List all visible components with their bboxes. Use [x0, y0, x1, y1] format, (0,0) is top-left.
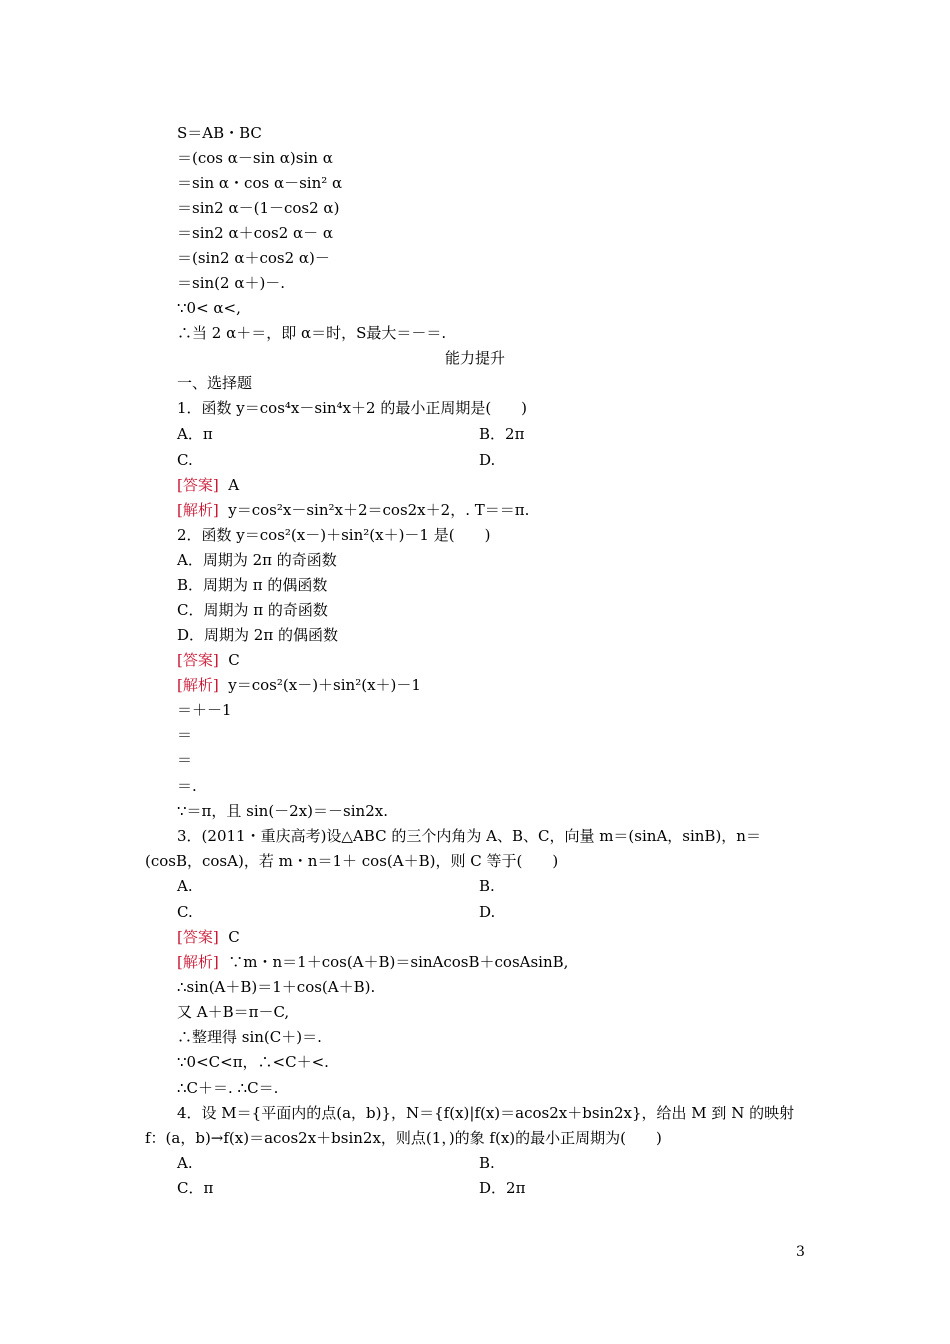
q3-option-d: D. — [479, 903, 496, 921]
subsection-title: 一、选择题 — [177, 374, 253, 392]
q4-option-c: C．π — [177, 1179, 214, 1197]
q3-analysis — [177, 952, 568, 972]
q3-option-b: B. — [479, 877, 495, 895]
q2-step: ＝＋－1 — [177, 701, 232, 719]
analysis-tag: [解析] — [177, 501, 219, 519]
q3-answer — [177, 927, 240, 947]
derivation-line: ＝(sin2 α＋cos2 α)－ — [177, 249, 330, 267]
q3-step: ∴sin(A＋B)＝1＋cos(A＋B). — [177, 978, 376, 996]
q2-step: ＝ — [177, 751, 193, 769]
q2-analysis — [177, 675, 421, 695]
answer-tag: [答案] — [177, 928, 219, 946]
q2-stem: 2．函数 y＝cos²(x－)＋sin²(x＋)－1 是( ) — [177, 526, 491, 544]
q3-step: 又 A＋B＝π－C, — [177, 1003, 290, 1021]
analysis-text: y＝cos²(x－)＋sin²(x＋)－1 — [228, 676, 421, 694]
derivation-line: ＝sin2 α＋cos2 α－ α — [177, 224, 334, 242]
derivation-line: ＝(cos α－sin α)sin α — [177, 149, 333, 167]
q1-option-c: C. — [177, 451, 193, 469]
q1-answer — [177, 475, 239, 495]
q2-option-a: A．周期为 2π 的奇函数 — [177, 551, 337, 569]
q1-analysis — [177, 500, 529, 520]
analysis-tag: [解析] — [177, 953, 219, 971]
q2-answer — [177, 650, 240, 670]
q1-option-d: D. — [479, 451, 496, 469]
analysis-text: ∵m・n＝1＋cos(A＋B)＝sinAcosB＋cosAsinB, — [228, 953, 569, 971]
q3-stem-line1: 3．(2011・重庆高考)设△ABC 的三个内角为 A、B、C，向量 m＝(sinA，sinB)，n＝ — [177, 827, 761, 845]
q3-step: ∴整理得 sin(C＋)＝. — [177, 1028, 322, 1046]
q4-stem-line1: 4．设 M＝{平面内的点(a，b)}，N＝{f(x)|f(x)＝acos2x＋bsin2x}，给出 M 到 N 的映射 — [177, 1104, 795, 1122]
q3-option-c: C. — [177, 903, 193, 921]
derivation-line: S＝AB・BC — [177, 124, 262, 142]
q2-option-d: D．周期为 2π 的偶函数 — [177, 626, 338, 644]
analysis-tag: [解析] — [177, 676, 219, 694]
q2-option-c: C．周期为 π 的奇函数 — [177, 601, 328, 619]
q3-option-a: A. — [177, 877, 193, 895]
q3-step: ∵0<C<π，∴<C＋<. — [177, 1053, 329, 1071]
answer-value: C — [228, 651, 240, 669]
page-number: 3 — [796, 1244, 805, 1260]
q3-stem-line2: (cosB，cosA)，若 m・n＝1＋ cos(A＋B)，则 C 等于( ) — [145, 852, 559, 870]
derivation-line: ∵0< α<, — [177, 299, 241, 317]
q4-option-b: B. — [479, 1154, 495, 1172]
answer-value: A — [228, 476, 240, 494]
q2-step: ∵＝π，且 sin(－2x)＝－sin2x. — [177, 802, 388, 820]
q1-stem: 1．函数 y＝cos⁴x－sin⁴x＋2 的最小正周期是( ) — [177, 399, 528, 417]
q3-step: ∴C＋＝. ∴C＝. — [177, 1079, 279, 1097]
derivation-line: ＝sin α・cos α－sin² α — [177, 174, 343, 192]
q4-stem-line2: f：(a，b)→f(x)＝acos2x＋bsin2x，则点(1，)的象 f(x)的最小正周期为( ) — [145, 1129, 662, 1147]
answer-tag: [答案] — [177, 476, 219, 494]
derivation-line: ＝sin2 α－(1－cos2 α) — [177, 199, 340, 217]
answer-tag: [答案] — [177, 651, 219, 669]
q2-step: ＝ — [177, 726, 193, 744]
derivation-line: ∴当 2 α＋＝，即 α＝时，S最大＝－＝. — [177, 324, 447, 342]
q2-option-b: B．周期为 π 的偶函数 — [177, 576, 328, 594]
derivation-line: ＝sin(2 α＋)－. — [177, 274, 286, 292]
q2-step: ＝. — [177, 777, 197, 795]
q1-option-a: A．π — [177, 425, 213, 443]
q4-option-d: D．2π — [479, 1179, 526, 1197]
analysis-text: y＝cos²x－sin²x＋2＝cos2x＋2，. T＝＝π. — [228, 501, 530, 519]
section-title: 能力提升 — [444, 349, 505, 367]
q1-option-b: B．2π — [479, 425, 525, 443]
q4-option-a: A. — [177, 1154, 193, 1172]
answer-value: C — [228, 928, 240, 946]
